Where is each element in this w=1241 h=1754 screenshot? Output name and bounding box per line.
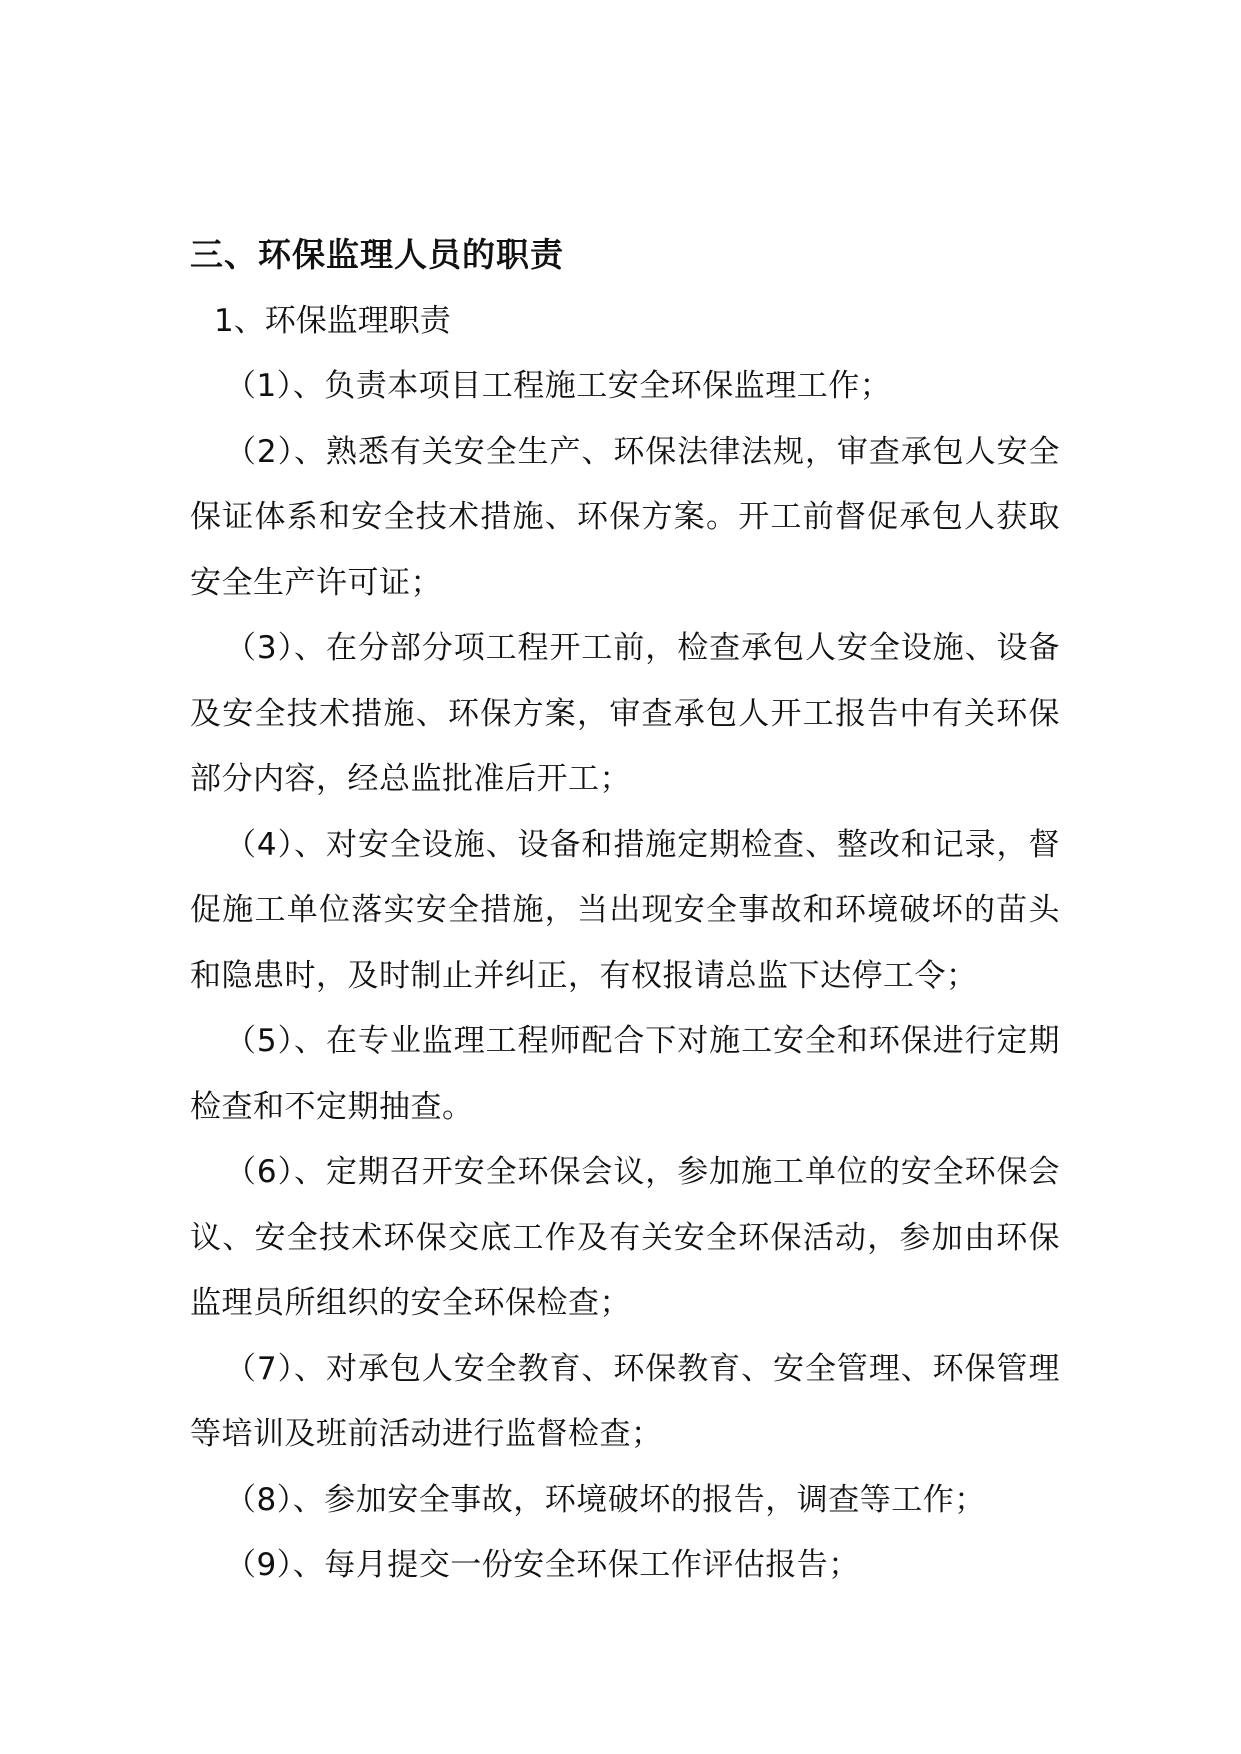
duty-item-6: （6）、定期召开安全环保会议，参加施工单位的安全环保会议、安全技术环保交底工作及有关安全环保活动，参加由环保监理员所组织的安全环保检查； [190,1154,1060,1321]
duty-item-4: （4）、对安全设施、设备和措施定期检查、整改和记录，督促施工单位落实安全措施，当出现安全事故和环境破坏的苗头和隐患时，及时制止并纠正，有权报请总监下达停工令； [190,826,1060,994]
duty-item-5: （5）、在专业监理工程师配合下对施工安全和环保进行定期检查和不定期抽查。 [190,1023,1060,1125]
subsection-heading: 1、环保监理职责 [214,303,451,339]
section-heading: 三、环保监理人员的职责 [190,235,564,274]
duty-item-8: （8）、参加安全事故，环境破坏的报告，调查等工作； [225,1481,986,1518]
duty-item-2: （2）、熟悉有关安全生产、环保法律法规，审查承包人安全保证体系和安全技术措施、环保方案。开工前督促承包人获取安全生产许可证； [190,433,1060,601]
duty-item-1: （1）、负责本项目工程施工安全环保监理工作； [225,368,892,404]
document-page [190,222,1060,1599]
duty-item-7: （7）、对承包人安全教育、环保教育、安全管理、环保管理等培训及班前活动进行监督检查； [190,1350,1060,1452]
duty-item-9: （9）、每月提交一份安全环保工作评估报告； [225,1547,860,1583]
duty-item-3: （3）、在分部分项工程开工前，检查承包人安全设施、设备及安全技术措施、环保方案，审查承包人开工报告中有关环保部分内容，经总监批准后开工； [190,630,1060,797]
